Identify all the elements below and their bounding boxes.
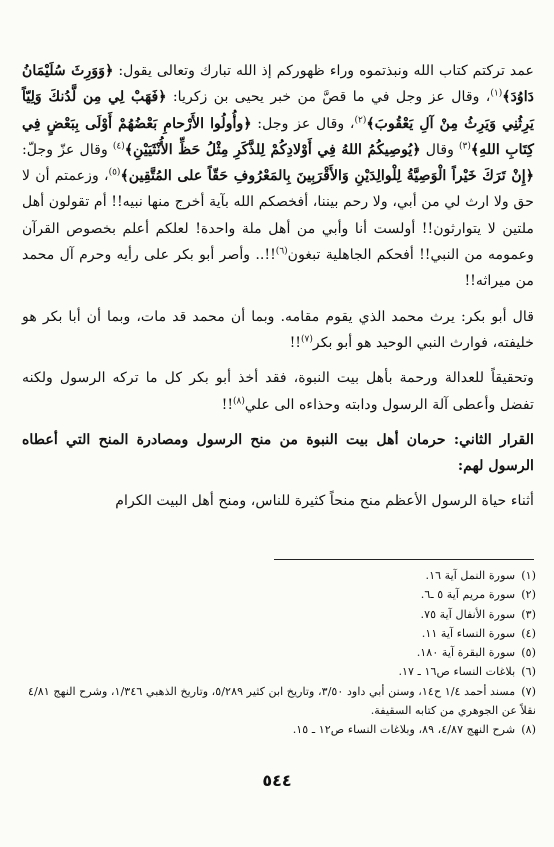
decision-heading (22, 427, 534, 480)
main-text (22, 58, 534, 515)
footnote-separator (274, 559, 534, 560)
text-run: عمد تركتم كتاب الله ونبذتموه وراء ظهوركم إذ الله تبارك وتعالى يقول: (113, 63, 534, 79)
text-run: ، وقال عز وجل: (251, 115, 355, 132)
page-number: ٥٤٤ (262, 771, 292, 790)
quote-text: ﴿وَوَرِثَ سُلَيْمَانُ دَاوُدَ﴾ (22, 63, 534, 106)
footnote-ref: (٤) (112, 141, 125, 152)
footnote-ref: (٨) (233, 395, 245, 406)
text-run: وقال عزّ وجلّ: (22, 141, 113, 158)
quote-text: ﴿فَهَبْ لِي مِن لَّدُنكَ وَلِيّاً يَرِثُنِي وَيَرِثُ مِنْ آلِ يَعْقُوبَ﴾ (22, 89, 534, 132)
text-run: قال أبو بكر: يرث محمد الذي يقوم مقامه. وبما أن محمد قد مات، وبما أن أبا بكر هو خليفته، فوارث النبي الوحيد هو أبو بكر (22, 308, 534, 351)
text-run: أثناء حياة الرسول الأعظم منح منحاً كثيرة للناس، ومنح أهل البيت الكرام (115, 493, 534, 510)
text-run: وتحقيقاً للعدالة ورحمة بأهل بيت النبوة، فقد أخذ أبو بكر كل ما تركه الرسول ولكنه تفضل وأعطى آلة الرسول ودابته وحذاءه الى علي (22, 370, 534, 413)
footnote-7: (٧)مسند أحمد ١/٤ ح١٤، وسنن أبي داود ٣/٥٠، وتاريخ ابن كثير ٥/٢٨٩، وتاريخ الذهبي ١/٣٤٦، وشرح النهج ٤/٨١ نقلاً عن الجوهري من كتابه السقيفة. (28, 684, 536, 718)
text-run: ، وقال عز وجل في ما قصَّ من خبر يحيى بن زكريا: (166, 89, 491, 106)
paragraph-2 (22, 304, 534, 357)
footnote-ref: (٦) (275, 246, 288, 257)
text-run: وقال (420, 141, 460, 158)
footnote-2: (٢)سورة مريم آية ٥ ـ٦. (420, 588, 536, 602)
footnote-ref: (١) (490, 88, 503, 99)
footnote-ref: (٣) (459, 141, 471, 152)
footnote-6: (٦)بلاغات النساء ص١٦ ـ ١٧. (398, 665, 536, 679)
footnote-ref: (٥) (108, 167, 121, 178)
quote-text: ﴿يُوصِيكُمُ اللهُ فِي أَوْلادِكُمْ لِلذَّكَرِ مِثْلُ حَظِّ الأُنْثَيَيْنِ﴾ (124, 141, 421, 158)
text-run: !! (221, 396, 234, 413)
text-run: !!.. وأصر أبو بكر على رأيه وحرم آل محمد من ميراثه!! (22, 247, 534, 290)
quote-text: القرار الثاني: حرمان أهل بيت النبوة من منح الرسول ومصادرة المنح التي أعطاه الرسول لهم: (22, 431, 534, 475)
footnote-ref: (٢) (354, 114, 367, 125)
footnote-1: (١)سورة النمل آية ١٦. (425, 569, 536, 582)
footnotes (22, 566, 536, 740)
footnote-4: (٤)سورة النساء آية ١١. (421, 626, 536, 640)
paragraph-3 (22, 365, 534, 418)
paragraph-1 (22, 58, 534, 295)
footnote-8: (٨)شرح النهج ٤/٨٧، ٨٩، وبلاغات النساء ص١٢ ـ ١٥. (292, 723, 536, 737)
paragraph-5 (22, 488, 534, 514)
footnote-ref: (٧) (301, 334, 313, 345)
quote-text: ﴿وأُولُوا الأَرْحامِ بَعْضُهُمْ أَوْلَى بِبَعْضٍ فِي كِتَابِ اللهِ﴾ (22, 115, 534, 158)
text-run: ، وزعمتم أن لا حق ولا ارث لي من أبي، ولا رحم بيننا، أفخصكم الله بآية أخرج منها نبيه!! أم تقولون أهل ملتين لا يتوارثون!! أولست أنا وأبي من أهل ملة واحدة! لعلكم أعلم بخصوص القرآن وعمومه من النبي!! أفحكم الجاهلية تبغون (22, 168, 534, 264)
footnote-3: (٣)سورة الأنفال آية ٧٥. (420, 607, 536, 621)
quote-text: ﴿إِنْ تَرَكَ خَيْراً الْوَصِيَّةُ لِلْوالِدَيْنِ وَالأَقْرَبِينَ بِالمَعْرُوفِ حَقّاً على المُتَّقِين﴾ (120, 168, 535, 185)
text-run: !! (289, 334, 302, 351)
footnote-5: (٥)سورة البقرة آية ١٨٠. (416, 646, 536, 660)
